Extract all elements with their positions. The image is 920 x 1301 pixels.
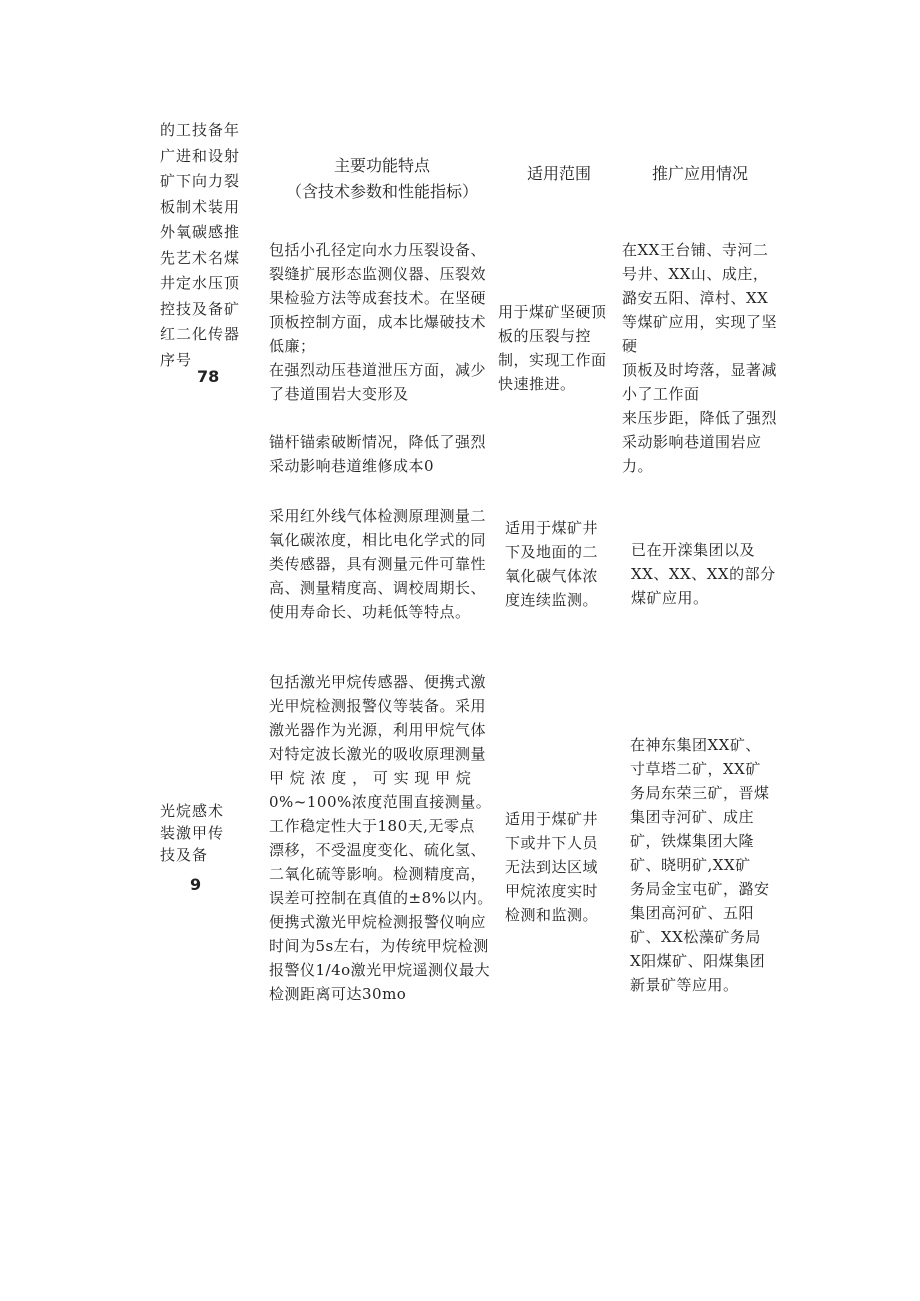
row9-scope: 适用于煤矿井 下或井下人员 无法到达区域 甲烷浓度实时 检测和监测。 xyxy=(505,810,599,924)
header-main-features: 主要功能特点 （含技术参数和性能指标） xyxy=(285,156,478,201)
row8-features: 采用红外线气体检测原理测量二 氧化碳浓度，相比电化学式的同 类传感器，具有测量元件可靠性 高、测量精度高、调校周期长、 使用寿命长、功耗低等特点。 xyxy=(269,507,487,621)
sequence-number-9: 9 xyxy=(190,875,202,894)
rotated-header-text: 的工技备年 广进和设射 矿下向力裂 板制术装用 外氧碳感推 先艺术名煤 井定水压顶 控技及备矿 红二化传器 序号 xyxy=(160,121,241,369)
row7-scope: 用于煤矿坚硬顶 板的压裂与控 制，实现工作面 快速推进。 xyxy=(498,303,607,393)
row8-scope: 适用于煤矿井 下及地面的二 氧化碳气体浓 度连续监测。 xyxy=(505,519,599,609)
row7-features-cont: 锚杆锚索破断情况，降低了强烈 采动影响巷道维修成本0 xyxy=(269,433,487,475)
header-scope: 适用范围 xyxy=(526,164,591,183)
row7-features: 包括小孔径定向水力压裂设备、 裂缝扩展形态监测仪器、压裂效 果检验方法等成套技术。在坚硬 顶板控制方面，成本比爆破技术 低廉； 在强烈动压巷道泄压方面，减少 了巷道围岩大变形及 xyxy=(269,241,487,403)
row9-technology-name: 光烷感术 装激甲传 技及备 xyxy=(160,802,225,864)
row9-promotion: 在神东集团XX矿、 寸草塔二矿，XX矿 务局东荣三矿，晋煤 集团寺河矿、成庄 矿，铁煤集团大隆 矿、晓明矿,XX矿 务局金宝屯矿，潞安 集团高河矿、五阳 矿、XX松藻矿务局 X阳煤矿、阳煤集团 新景矿等应用。 xyxy=(630,736,770,994)
row9-features: 包括激光甲烷传感器、便携式激 光甲烷检测报警仪等装备。采用 激光器作为光源，利用甲烷气体 对特定波长激光的吸收原理测量 甲 烷 浓 度 ， 可 实 现 甲 烷 0%~100%浓度范围直接测量。 工作稳定性大于180天,无零点 漂移，不受温度变化、硫化氢、 二氧化硫等影响。检测精度高， 误差可控制在真值的±8%以内。 便携式激光甲烷检测报警仪响应 时间为5s左右，为传统甲烷检测 报警仪1/4o激光甲烷遥测仪最大 检测距离可达30mo xyxy=(269,673,493,1003)
row8-promotion: 已在开滦集团以及 XX、XX、XX的部分 煤矿应用。 xyxy=(631,541,776,607)
sequence-number-78: 78 xyxy=(197,367,220,386)
header-promotion: 推广应用情况 xyxy=(651,164,748,183)
row7-promotion: 在XX王台铺、寺河二 号井、XX山、成庄， 潞安五阳、漳村、XX 等煤矿应用，实现了坚 硬 顶板及时垮落，显著减 小了工作面 来压步距，降低了强烈 采动影响巷道围岩应 力。 xyxy=(622,241,778,475)
